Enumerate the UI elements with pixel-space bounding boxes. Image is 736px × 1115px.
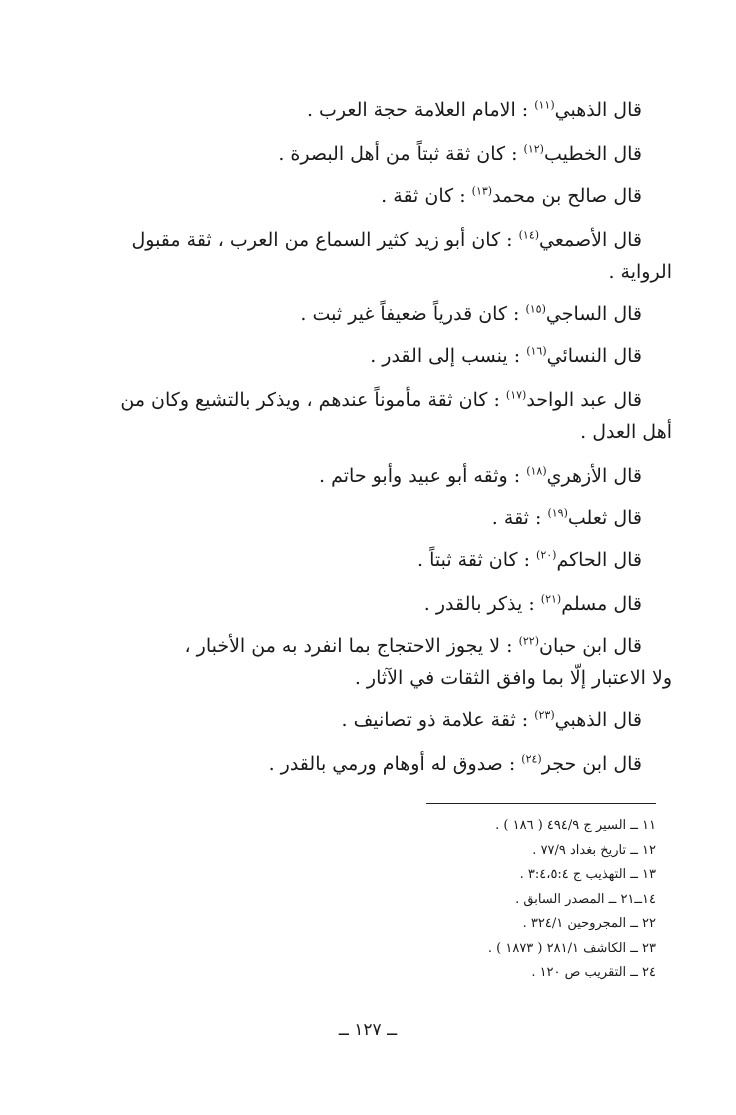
entry-name: قال الأزهري <box>546 465 642 487</box>
entry-6 <box>96 340 672 372</box>
entry-name: قال الساجي <box>545 303 642 325</box>
entry-text: : كان أبو زيد كثير السماع من العرب ، ثقة مقبول <box>131 229 519 251</box>
entry-name: قال ثعلب <box>567 507 642 529</box>
entry-text: : ثقة علامة ذو تصانيف . <box>341 709 535 731</box>
footnote-item: ٢٤ ــ التقريب ص ١٢٠ . <box>531 965 656 980</box>
footnote-ref[interactable]: (٢٢) <box>518 634 539 648</box>
entry-10 <box>96 544 672 576</box>
entry-text: : لا يجوز الاحتجاج بما انفرد به من الأخبار ، <box>184 635 519 657</box>
entry-5 <box>96 298 672 330</box>
entry-name: قال الأصمعي <box>539 229 642 251</box>
entry-text: : وثقه أبو عبيد وأبو حاتم . <box>319 465 527 487</box>
entry-14 <box>96 748 672 780</box>
footnote-item: ٢٢ ــ المجروحين ٣٢٤/١ . <box>522 916 656 931</box>
entry-text: : كان ثقة . <box>381 185 472 207</box>
entry-continuation: ولا الاعتبار إلّا بما وافق الثقات في الآثار . <box>354 667 672 689</box>
footnote-ref[interactable]: (١٨) <box>526 464 547 478</box>
entry-text: : صدوق له أوهام ورمي بالقدر . <box>268 753 522 775</box>
entry-13 <box>96 704 672 736</box>
entry-7 <box>96 384 672 448</box>
footnote-ref[interactable]: (١٣) <box>471 184 493 198</box>
entry-name: قال الخطيب <box>543 143 642 165</box>
footnote-ref[interactable]: (١٢) <box>523 142 544 156</box>
footnote-ref[interactable]: (١٤) <box>518 228 540 242</box>
footnote-item: ٢٣ ــ الكاشف ٢٨١/١ ( ١٨٧٣ ) . <box>487 940 656 956</box>
footnote-ref[interactable]: (١٩) <box>547 506 568 520</box>
entry-2 <box>96 138 672 170</box>
entry-text: : كان قدرياً ضعيفاً غير ثبت . <box>300 303 526 325</box>
entry-1 <box>96 94 672 126</box>
entry-4 <box>96 224 672 288</box>
footnote-ref[interactable]: (٢٠) <box>536 548 557 562</box>
footnote-item: ١٣ ــ التهذيب ج ٣:٤،٥:٤ . <box>519 867 656 882</box>
entry-continuation: أهل العدل . <box>580 421 672 443</box>
entry-text: : ينسب إلى القدر . <box>370 345 527 367</box>
entry-name: قال الحاكم <box>556 549 642 571</box>
footnote-divider <box>426 803 656 804</box>
entry-continuation: الرواية . <box>608 261 672 283</box>
page-number: ــ ١٢٧ ــ <box>338 1020 398 1040</box>
footnote-item: ١١ ــ السير ج ٤٩٤/٩ ( ١٨٦ ) . <box>495 818 656 833</box>
entry-name: قال ابن حبان <box>538 635 642 657</box>
entry-12 <box>96 630 672 694</box>
footnote-ref[interactable]: (٢٤) <box>521 752 542 766</box>
footnote-item: ١٤ــ٢١ ــ المصدر السابق . <box>515 891 656 907</box>
entry-text: : ثقة . <box>491 507 548 529</box>
footnote-ref[interactable]: (١١) <box>534 98 555 112</box>
entry-name: قال ابن حجر <box>541 753 642 775</box>
entry-9 <box>96 502 672 534</box>
entry-8 <box>96 460 672 492</box>
entry-name: قال الذهبي <box>554 709 642 731</box>
footnote-ref[interactable]: (١٥) <box>525 302 546 316</box>
entry-text: : كان ثقة ثبتاً من أهل البصرة . <box>278 143 524 165</box>
entry-11 <box>96 588 672 620</box>
entry-name: قال صالح بن محمد <box>492 185 642 207</box>
entry-name: قال مسلم <box>561 593 642 615</box>
entry-text: : الامام العلامة حجة العرب . <box>306 99 535 121</box>
entry-name: قال عبد الواحد <box>526 389 642 411</box>
entry-text: : كان ثقة ثبتاً . <box>416 549 537 571</box>
entry-name: قال النسائي <box>546 345 642 367</box>
entry-3 <box>96 180 672 212</box>
footnote-ref[interactable]: (٢١) <box>540 592 562 606</box>
entry-name: قال الذهبي <box>554 99 642 121</box>
footnote-ref[interactable]: (١٦) <box>526 344 547 358</box>
footnote-ref[interactable]: (١٧) <box>505 388 527 402</box>
entry-text: : يذكر بالقدر . <box>423 593 541 615</box>
footnotes <box>396 814 656 986</box>
footnote-ref[interactable]: (٢٣) <box>534 708 555 722</box>
entry-text: : كان ثقة مأموناً عندهم ، ويذكر بالتشيع وكان من <box>120 389 506 411</box>
footnote-item: ١٢ ــ تاريخ بغداد ٧٧/٩ . <box>532 842 656 858</box>
